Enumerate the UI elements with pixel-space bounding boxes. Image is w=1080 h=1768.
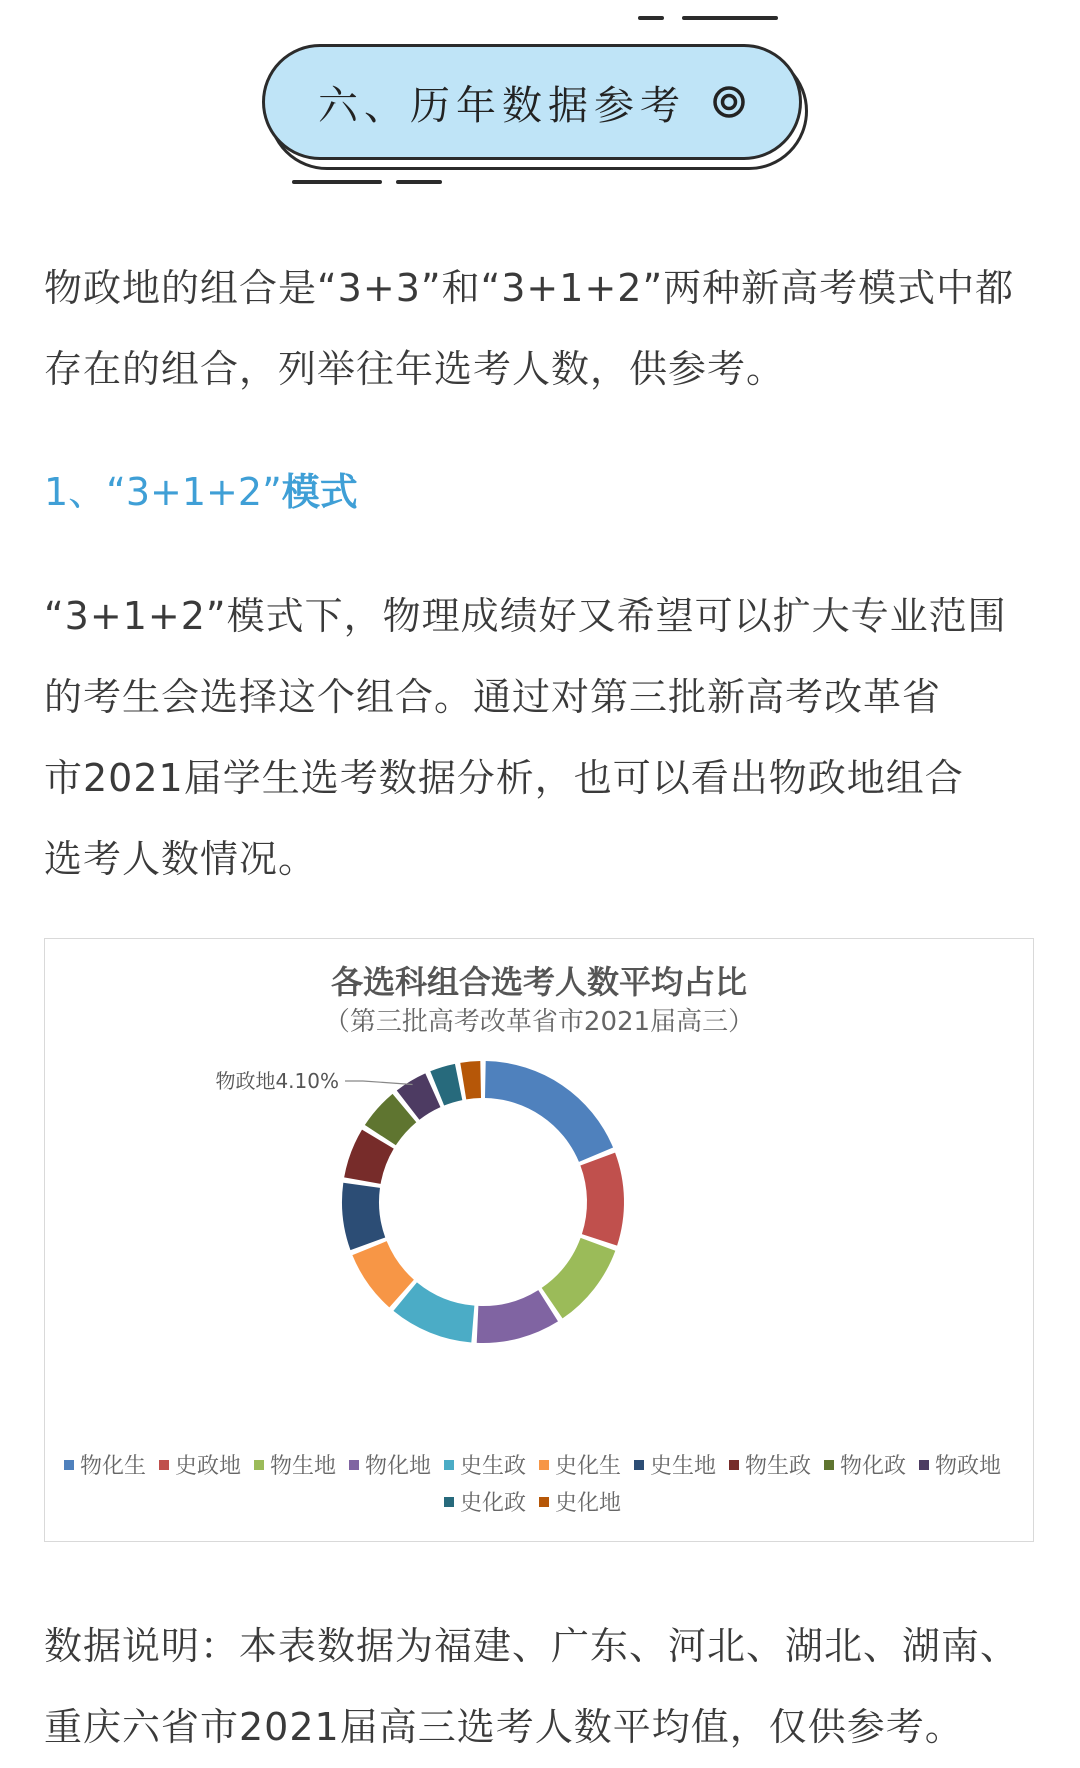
- header-deco-top-right: [682, 16, 778, 20]
- legend-item-史政地: [159, 1449, 254, 1480]
- subheading-suffix: 模式: [281, 470, 358, 514]
- section-subheading: [44, 462, 358, 522]
- mode-line-1: “3+1+2”模式下，物理成绩好又希望可以扩大专业范围: [44, 594, 1007, 638]
- legend-swatch: [64, 1460, 74, 1470]
- legend-label: 物生政: [745, 1454, 812, 1479]
- section-header: [262, 16, 822, 206]
- legend-label: 史生地: [650, 1454, 717, 1479]
- donut-segment-史生地: [342, 1183, 385, 1250]
- legend-item-物生地: [254, 1449, 349, 1480]
- legend-label: 史政地: [175, 1454, 242, 1479]
- legend-label: 史化地: [555, 1491, 622, 1516]
- target-icon: [712, 85, 746, 119]
- donut-segment-史政地: [580, 1153, 624, 1246]
- legend-label: 物化生: [80, 1454, 147, 1479]
- intro-line-2: 存在的组合，列举往年选考人数，供参考。: [44, 347, 786, 391]
- intro-paragraph: [44, 248, 1044, 410]
- mode-line-3: 市2021届学生选考数据分析，也可以看出物政地组合: [44, 756, 964, 800]
- legend-swatch: [729, 1460, 739, 1470]
- legend-item-物化地: [349, 1449, 444, 1480]
- legend-label: 物政地: [935, 1454, 1002, 1479]
- legend-label: 物生地: [270, 1454, 337, 1479]
- chart-subtitle: （第三批高考改革省市2021届高三）: [323, 1007, 755, 1037]
- chart-title: 各选科组合选考人数平均占比: [330, 963, 747, 1001]
- subheading-prefix: 1、“3+1+2”: [44, 470, 282, 514]
- header-deco-top-left: [638, 16, 664, 20]
- legend-label: 史化政: [460, 1491, 527, 1516]
- donut-chart: [45, 939, 1035, 1439]
- legend-swatch: [539, 1497, 549, 1507]
- header-deco-bottom-left: [292, 180, 382, 184]
- legend-swatch: [349, 1460, 359, 1470]
- legend-swatch: [444, 1497, 454, 1507]
- annotation-leader-line: [345, 1081, 413, 1084]
- legend-label: 物化政: [840, 1454, 907, 1479]
- chart-container: [44, 938, 1034, 1542]
- mode-paragraph: [44, 576, 1044, 900]
- legend-item-物生政: [729, 1449, 824, 1480]
- legend-item-物政地: [919, 1449, 1014, 1480]
- legend-item-物化政: [824, 1449, 919, 1480]
- legend-swatch: [254, 1460, 264, 1470]
- intro-line-1: 物政地的组合是“3+3”和“3+1+2”两种新高考模式中都: [44, 266, 1015, 310]
- donut-segment-物化生: [485, 1061, 613, 1162]
- donut-segment-物化地: [477, 1290, 558, 1343]
- donut-segment-史化地: [460, 1061, 481, 1099]
- legend-label: 史生政: [460, 1454, 527, 1479]
- legend-swatch: [919, 1460, 929, 1470]
- note-line-1: 数据说明：本表数据为福建、广东、河北、湖北、湖南、: [44, 1624, 1020, 1668]
- annotation-label: 物政地4.10%: [215, 1069, 339, 1093]
- data-note: [44, 1606, 1044, 1768]
- chart-legend: [45, 1449, 1033, 1517]
- legend-swatch: [634, 1460, 644, 1470]
- donut-segment-物生地: [542, 1238, 616, 1318]
- legend-item-物化生: [64, 1449, 159, 1480]
- section-title: 六、历年数据参考: [318, 82, 686, 129]
- legend-swatch: [539, 1460, 549, 1470]
- donut-segment-史生政: [393, 1282, 474, 1342]
- legend-item-史化政: [444, 1486, 539, 1517]
- note-line-2: 重庆六省市2021届高三选考人数平均值，仅供参考。: [44, 1705, 964, 1749]
- header-deco-bottom-right: [396, 180, 442, 184]
- legend-item-史化生: [539, 1449, 634, 1480]
- legend-item-史化地: [539, 1486, 634, 1517]
- legend-label: 物化地: [365, 1454, 432, 1479]
- legend-label: 史化生: [555, 1454, 622, 1479]
- legend-item-史生政: [444, 1449, 539, 1480]
- mode-line-2: 的考生会选择这个组合。通过对第三批新高考改革省: [44, 675, 942, 719]
- legend-swatch: [824, 1460, 834, 1470]
- header-pill: [262, 44, 802, 160]
- legend-swatch: [444, 1460, 454, 1470]
- legend-swatch: [159, 1460, 169, 1470]
- mode-line-4: 选考人数情况。: [44, 837, 318, 881]
- legend-item-史生地: [634, 1449, 729, 1480]
